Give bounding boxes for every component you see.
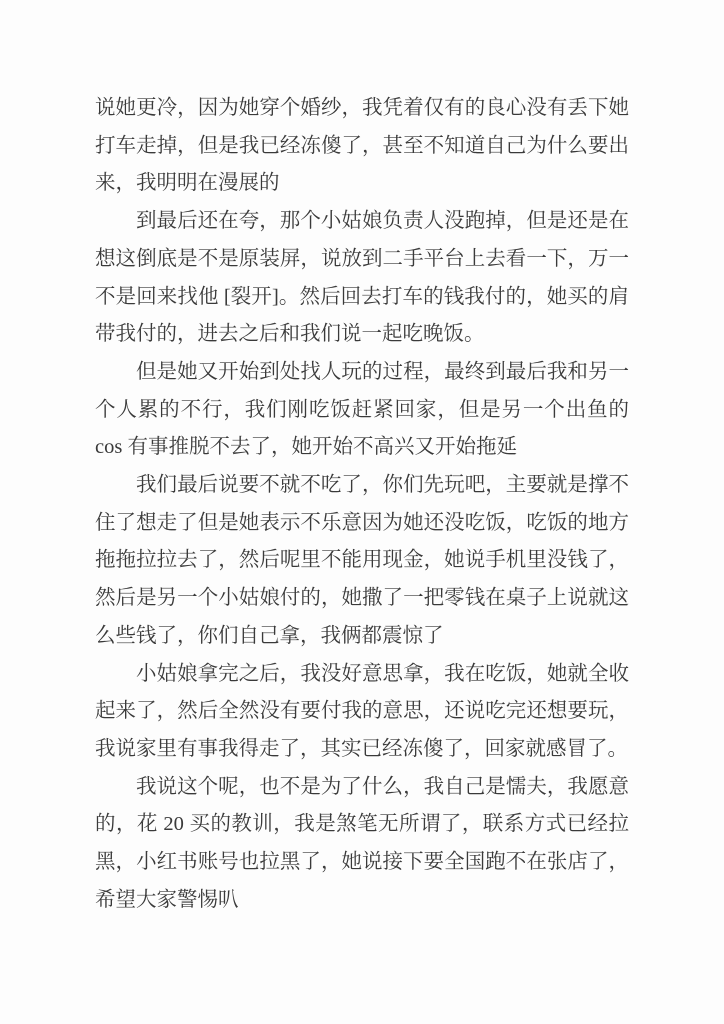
paragraph-4: 我们最后说要不就不吃了，你们先玩吧，主要就是撑不住了想走了但是她表示不乐意因为她还没吃饭，吃饭的地方拖拖拉拉去了，然后呢里不能用现金，她说手机里没钱了，然后是另一个小姑娘付的，她撒了一把零钱在桌子上说就这么些钱了，你们自己拿，我俩都震惊了: [95, 474, 629, 647]
paragraph-6: 我说这个呢，也不是为了什么，我自己是懦夫，我愿意的，花 20 买的教训，我是煞笔无所谓了，联系方式已经拉黑，小红书账号也拉黑了，她说接下要全国跑不在张店了，希望大家警惕叭: [95, 775, 629, 911]
paragraph-1: 说她更冷，因为她穿个婚纱，我凭着仅有的良心没有丢下她打车走掉，但是我已经冻傻了，甚至不知道自己为什么要出来，我明明在漫展的: [95, 97, 629, 195]
paragraph-2: 到最后还在夸，那个小姑娘负责人没跑掉，但是还是在想这倒底是不是原装屏，说放到二手平台上去看一下，万一不是回来找他 [裂开]。然后回去打车的钱我付的，她买的肩带我付的，进去之后和我们说一起吃晚饭。: [95, 210, 629, 346]
paragraph-5: 小姑娘拿完之后，我没好意思拿，我在吃饭，她就全收起来了，然后全然没有要付我的意思，还说吃完还想要玩，我说家里有事我得走了，其实已经冻傻了，回家就感冒了。: [95, 662, 629, 760]
document-body: [95, 90, 629, 919]
paragraph-3: 但是她又开始到处找人玩的过程，最终到最后我和另一个人累的不行，我们刚吃饭赶紧回家，但是另一个出鱼的cos 有事推脱不去了，她开始不高兴又开始拖延: [95, 360, 629, 459]
